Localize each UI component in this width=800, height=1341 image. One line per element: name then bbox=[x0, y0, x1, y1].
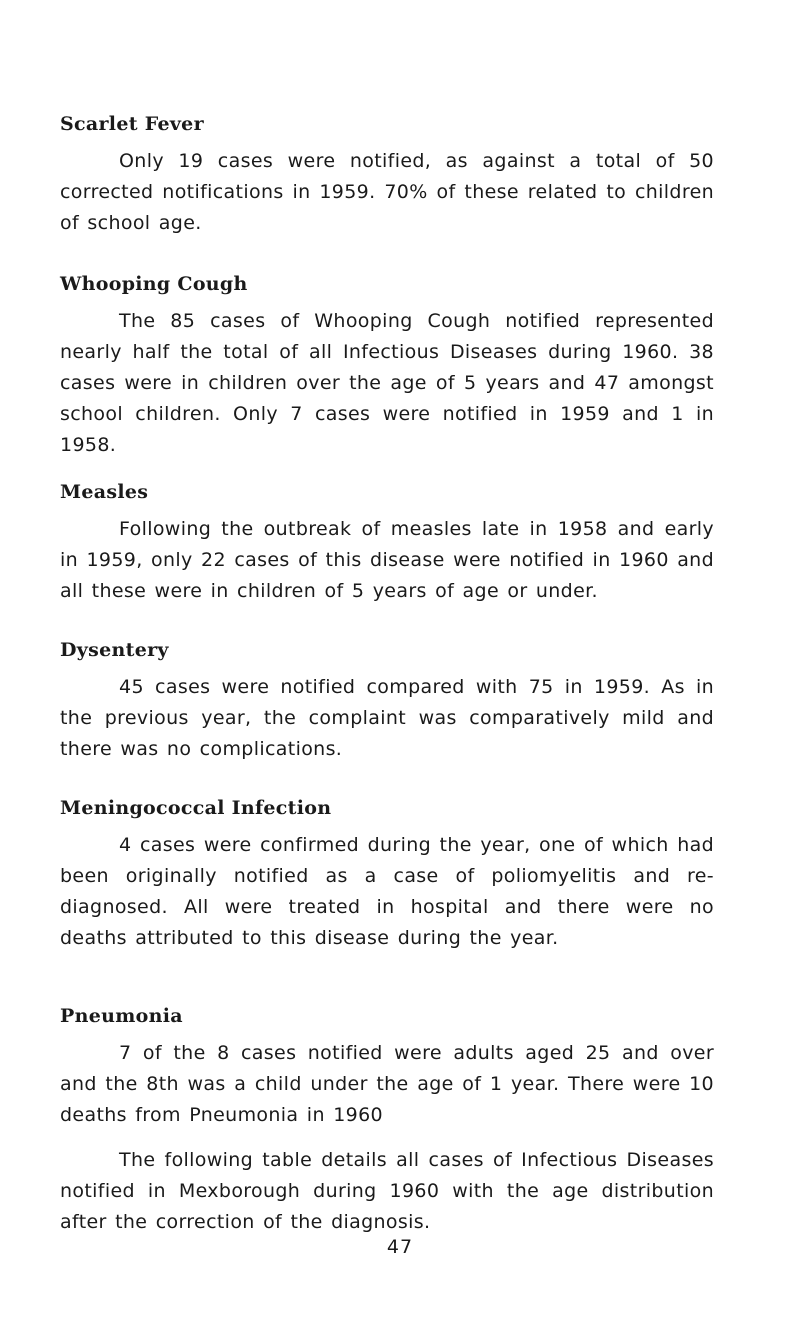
section-scarlet-fever bbox=[60, 112, 714, 239]
section-whooping-cough bbox=[60, 272, 714, 461]
section-heading: Whooping Cough bbox=[60, 273, 248, 295]
section-paragraph: 4 cases were confirmed during the year, one of which had been originally notified as a case of poliomyelitis and re-diagnosed. All were treated in hospital and there were no deaths attributed to this disease during the year. bbox=[60, 834, 714, 949]
section-heading: Dysentery bbox=[60, 639, 169, 661]
section-paragraph: The following table details all cases of Infectious Diseases notified in Mexborough during 1960 with the age distribution after the correction of the diagnosis. bbox=[60, 1149, 714, 1233]
section-heading: Scarlet Fever bbox=[60, 113, 204, 135]
section-heading: Measles bbox=[60, 481, 149, 503]
section-paragraph: 7 of the 8 cases notified were adults aged 25 and over and the 8th was a child under the age of 1 year. There were 10 deaths from Pneumonia in 1960 bbox=[60, 1042, 714, 1126]
section-heading: Pneumonia bbox=[60, 1005, 183, 1027]
section-paragraph: Only 19 cases were notified, as against a total of 50 corrected notifications in 1959. 70% of these related to children of school age. bbox=[60, 150, 714, 234]
section-measles bbox=[60, 480, 714, 607]
section-heading: Meningococcal Infection bbox=[60, 797, 332, 819]
section-meningococcal-infection bbox=[60, 796, 714, 954]
section-pneumonia bbox=[60, 1004, 714, 1238]
page-number: 47 bbox=[386, 1236, 414, 1258]
section-dysentery bbox=[60, 638, 714, 765]
section-paragraph: 45 cases were notified compared with 75 in 1959. As in the previous year, the complaint was comparatively mild and there was no complications. bbox=[60, 676, 714, 760]
section-paragraph: Following the outbreak of measles late in 1958 and early in 1959, only 22 cases of this disease were notified in 1960 and all these were in children of 5 years of age or under. bbox=[60, 518, 714, 602]
section-paragraph: The 85 cases of Whooping Cough notified represented nearly half the total of all Infectious Diseases during 1960. 38 cases were in children over the age of 5 years and 47 amongst school children. Only 7 cases were notified in 1959 and 1 in 1958. bbox=[60, 310, 714, 456]
